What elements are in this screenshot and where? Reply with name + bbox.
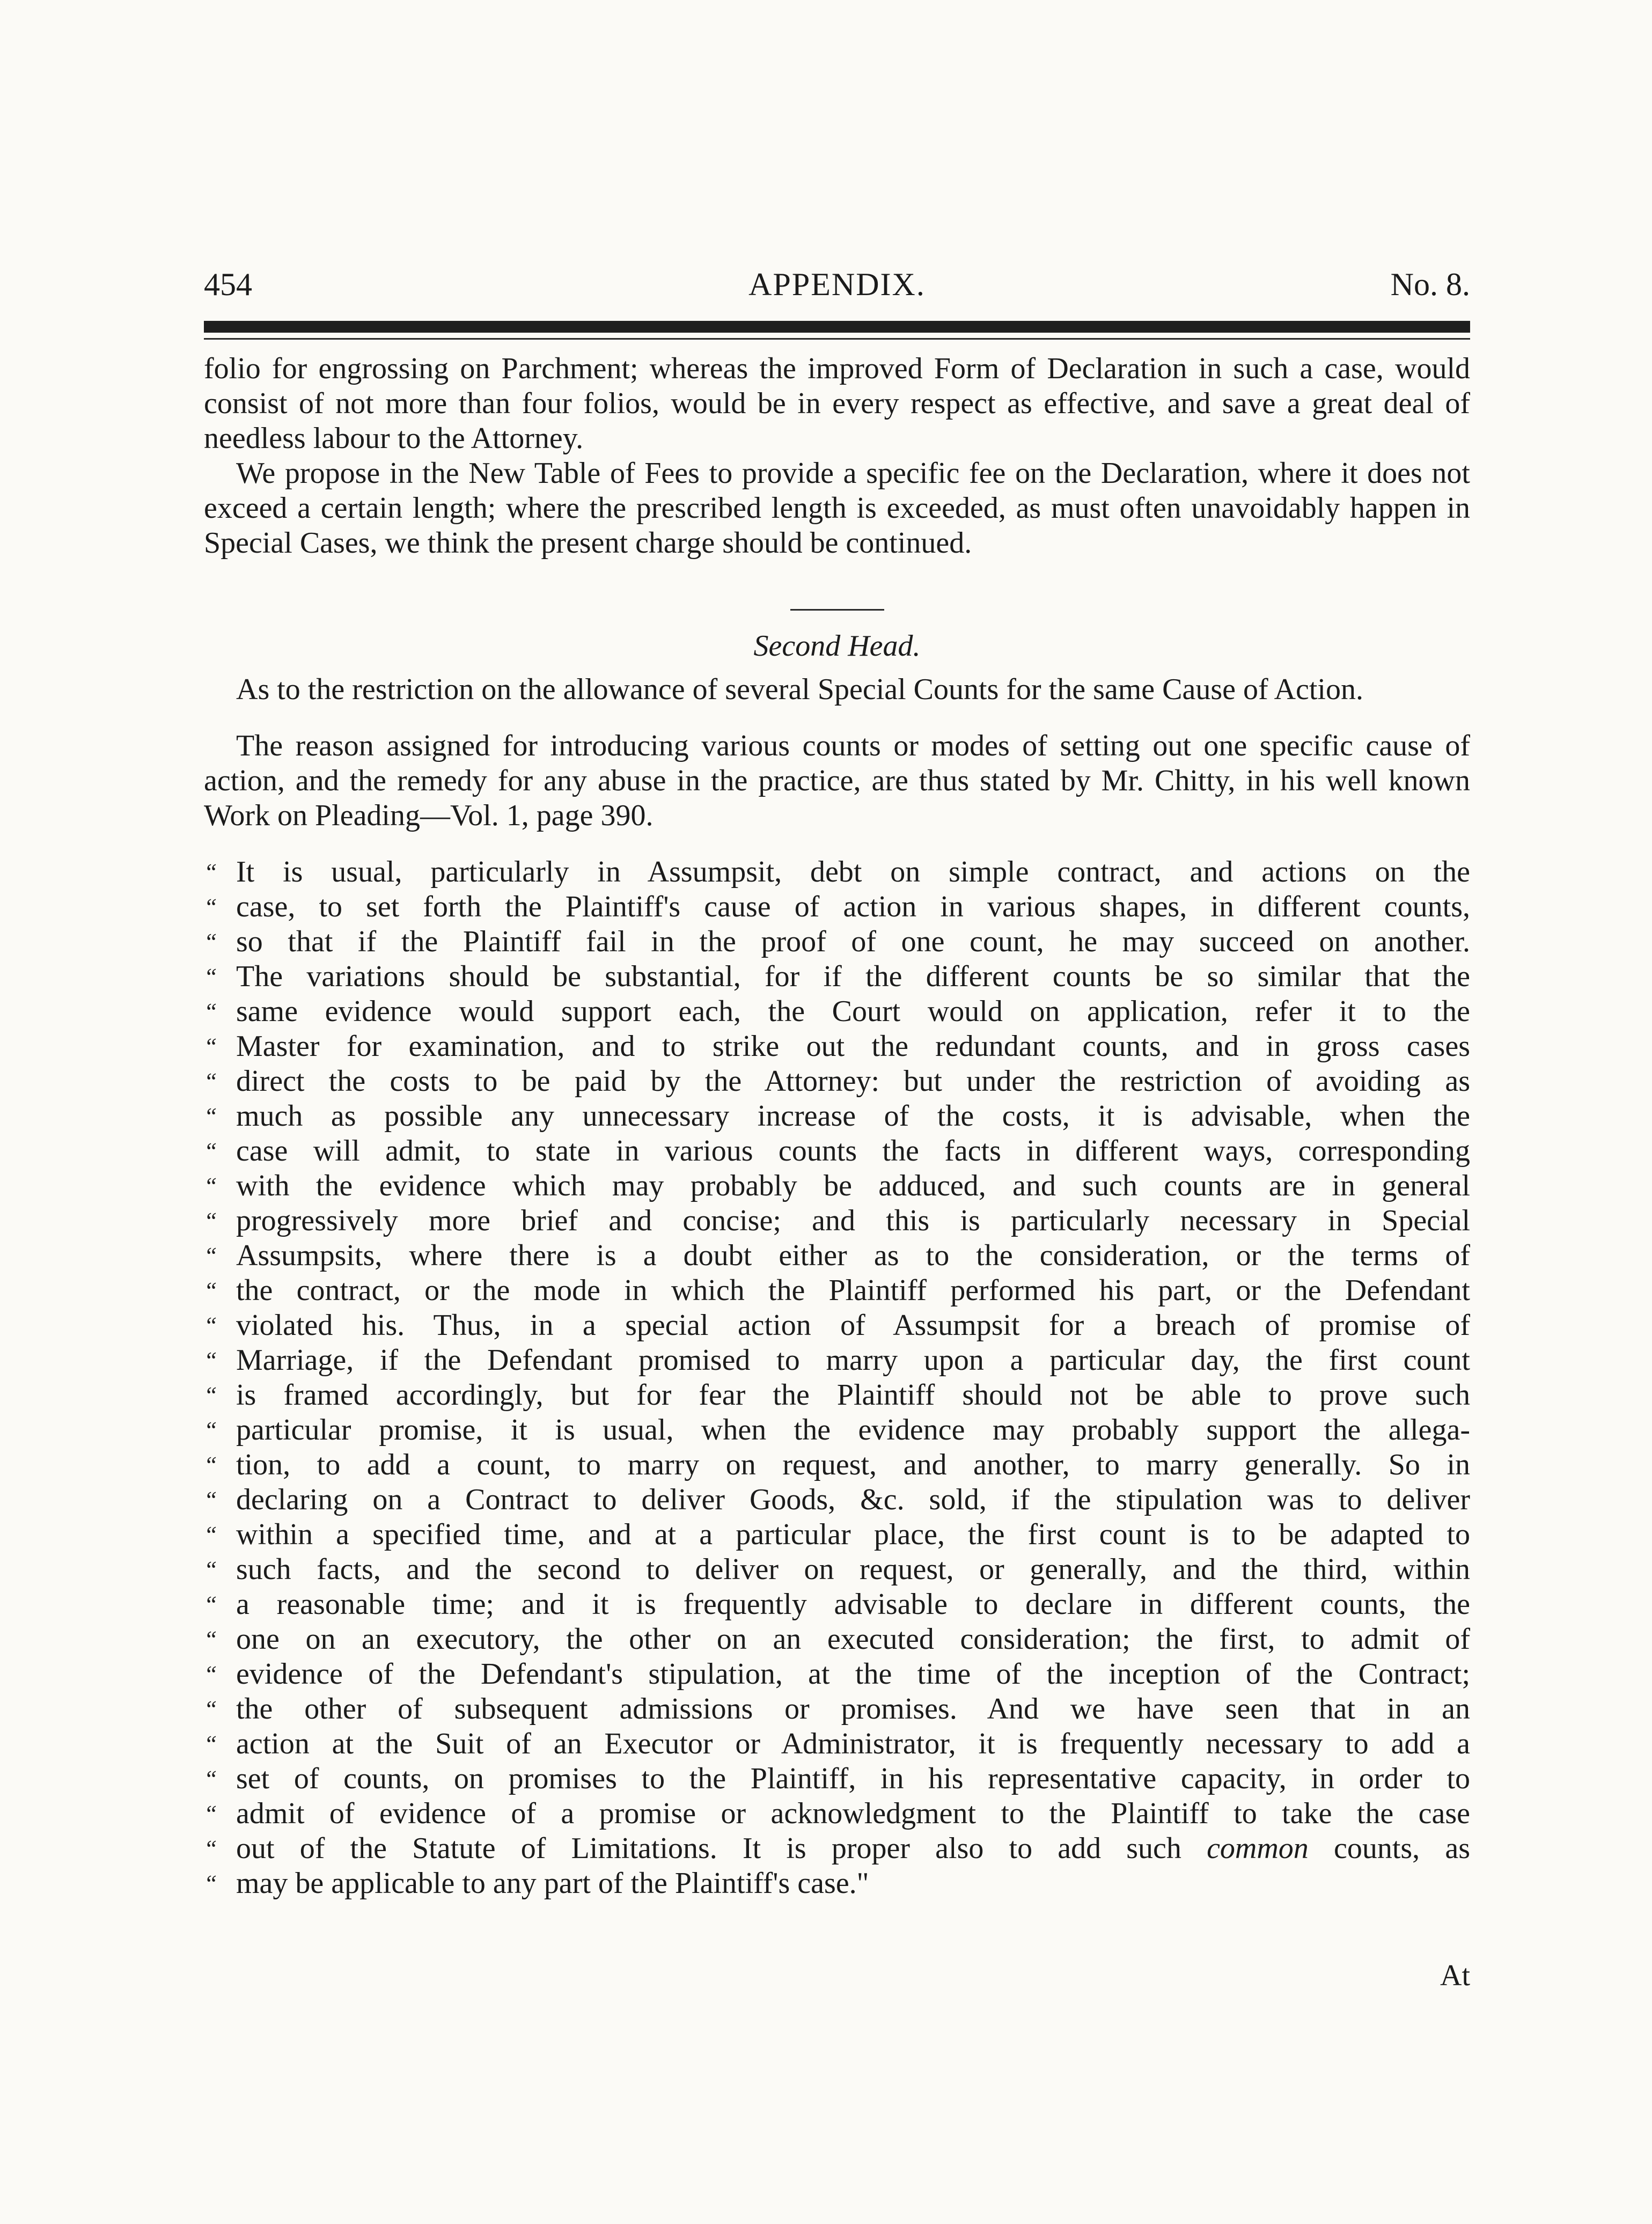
quote-line: “ is framed accordingly, but for fear the Plaintiff should not be able to prove such: [204, 1378, 1470, 1413]
quote-line: [204, 1831, 1470, 1866]
quote-line: “ progressively more brief and concise; and this is particularly necessary in Special: [204, 1203, 1470, 1238]
quote-line: “ the contract, or the mode in which the Plaintiff performed his part, or the Defendant: [204, 1273, 1470, 1308]
quote-line: “ admit of evidence of a promise or acknowledgment to the Plaintiff to take the case: [204, 1796, 1470, 1831]
quote-line: “ Marriage, if the Defendant promised to marry upon a particular day, the first count: [204, 1343, 1470, 1378]
paragraph-continued: folio for engrossing on Parchment; whereas the improved Form of Declaration in such a case, would consist of not more than four folios, would be in every respect as effective, and save a great deal of needless labour to the Attorney.: [204, 352, 1470, 455]
paragraph-fees: We propose in the New Table of Fees to provide a specific fee on the Declaration, where it does not exceed a certain length; where the prescribed length is exceeded, as must often unavoidably happen in Special Cases, we think the present charge should be continued.: [204, 457, 1470, 560]
quote-line: “ with the evidence which may probably be adduced, and such counts are in general: [204, 1169, 1470, 1203]
quote-line: “ case will admit, to state in various counts the facts in different ways, corresponding: [204, 1134, 1470, 1169]
quote-line: “ same evidence would support each, the Court would on application, refer it to the: [204, 994, 1470, 1029]
header-rule-thin: [204, 338, 1470, 340]
quote-line: “ such facts, and the second to deliver on request, or generally, and the third, within: [204, 1552, 1470, 1587]
quote-line: “ particular promise, it is usual, when the evidence may probably support the allega-: [204, 1413, 1470, 1448]
quote-line: “ within a specified time, and at a particular place, the first count is to be adapted to: [204, 1517, 1470, 1552]
quote-emphasis: common: [1207, 1832, 1309, 1865]
section-heading: Second Head.: [753, 629, 921, 663]
quote-line: “ declaring on a Contract to deliver Goods, &c. sold, if the stipulation was to deliver: [204, 1482, 1470, 1517]
quote-line: “ may be applicable to any part of the Plaintiff's case.": [204, 1866, 1470, 1901]
quote-line: “ one on an executory, the other on an executed consideration; the first, to admit of: [204, 1622, 1470, 1657]
quote-line: “ much as possible any unnecessary increase of the costs, it is advisable, when the: [204, 1099, 1470, 1134]
catchword: At: [1440, 1959, 1470, 1992]
quote-line: “ The variations should be substantial, for if the different counts be so similar that the: [204, 959, 1470, 994]
quote-line: “ violated his. Thus, in a special action of Assumpsit for a breach of promise of: [204, 1308, 1470, 1343]
running-header: [204, 266, 1470, 303]
quote-line: “ action at the Suit of an Executor or Administrator, it is frequently necessary to add a: [204, 1727, 1470, 1761]
quote-line: “ case, to set forth the Plaintiff's cause of action in various shapes, in different counts,: [204, 890, 1470, 924]
paragraph-restriction: As to the restriction on the allowance of several Special Counts for the same Cause of Action.: [236, 673, 1363, 706]
page-number: 454: [204, 267, 252, 302]
header-rule-thick: [204, 321, 1470, 333]
quote-line: “ Assumpsits, where there is a doubt either as to the consideration, or the terms of: [204, 1238, 1470, 1273]
quote-line-text: out of the Statute of Limitations. It is proper also to add such: [236, 1832, 1207, 1865]
quote-line: “ direct the costs to be paid by the Attorney: but under the restriction of avoiding as: [204, 1064, 1470, 1099]
quote-line: “ It is usual, particularly in Assumpsit, debt on simple contract, and actions on the: [204, 855, 1470, 890]
quote-line: “ tion, to add a count, to marry on request, and another, to marry generally. So in: [204, 1448, 1470, 1482]
page-body: [204, 351, 1470, 1901]
quote-line: “ so that if the Plaintiff fail in the proof of one count, he may succeed on another.: [204, 924, 1470, 959]
quote-line: “ evidence of the Defendant's stipulation, at the time of the inception of the Contract;: [204, 1657, 1470, 1692]
quote-line: “ the other of subsequent admissions or promises. And we have seen that in an: [204, 1692, 1470, 1727]
header-title: APPENDIX.: [748, 267, 926, 302]
paragraph-reason: The reason assigned for introducing various counts or modes of setting out one specific cause of action, and the remedy for any abuse in the practice, are thus stated by Mr. Chitty, in his well known Work on Pleading—Vol. 1, page 390.: [204, 729, 1470, 832]
quote-line-text: counts, as: [1308, 1832, 1470, 1865]
quote-line: “ set of counts, on promises to the Plaintiff, in his representative capacity, in order to: [204, 1761, 1470, 1796]
quote-line: “ a reasonable time; and it is frequently advisable to declare in different counts, the: [204, 1587, 1470, 1622]
section-divider: [790, 609, 884, 611]
appendix-number: No. 8.: [1390, 267, 1470, 302]
quote-line: “ Master for examination, and to strike out the redundant counts, and in gross cases: [204, 1029, 1470, 1064]
chitty-quotation: [204, 855, 1470, 1901]
